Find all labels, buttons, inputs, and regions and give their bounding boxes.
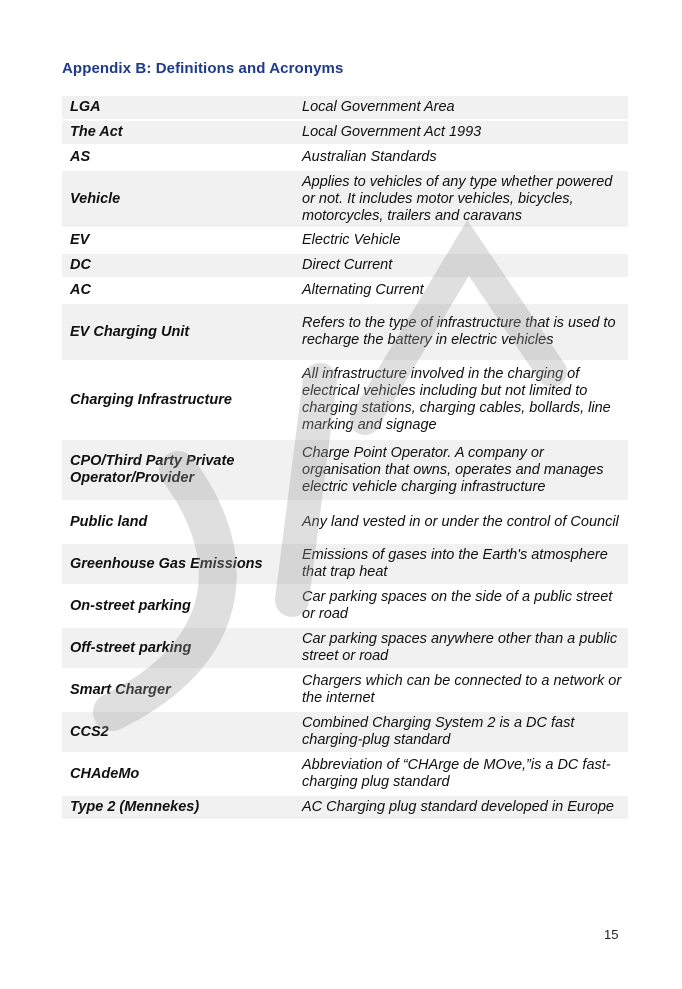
definition-term: AC bbox=[70, 282, 91, 298]
definitions-table bbox=[62, 96, 628, 821]
definition-row bbox=[62, 171, 628, 229]
definition-row bbox=[62, 586, 628, 628]
definition-row bbox=[62, 229, 628, 254]
definition-term: CCS2 bbox=[70, 723, 109, 740]
definition-description: Electric Vehicle bbox=[302, 232, 401, 248]
definition-description: Refers to the type of infrastructure that is used to recharge the battery in electric vehicles bbox=[302, 315, 616, 348]
definition-term: Vehicle bbox=[70, 190, 121, 207]
definition-row bbox=[62, 502, 628, 544]
definition-row bbox=[62, 304, 628, 362]
appendix-heading: Appendix B: Definitions and Acronyms bbox=[62, 60, 344, 77]
definition-term: Public land bbox=[70, 513, 148, 530]
definition-term: AS bbox=[70, 149, 91, 165]
definition-term: The Act bbox=[70, 124, 123, 140]
definition-description: Australian Standards bbox=[302, 149, 437, 165]
definition-term: Off-street parking bbox=[70, 639, 192, 656]
definition-row bbox=[62, 362, 628, 440]
definition-term: Greenhouse Gas Emissions bbox=[70, 555, 263, 572]
definition-row bbox=[62, 121, 628, 146]
definition-row bbox=[62, 712, 628, 754]
definition-row bbox=[62, 544, 628, 586]
definition-row bbox=[62, 254, 628, 279]
definition-description: Car parking spaces on the side of a public street or road bbox=[302, 589, 613, 622]
definition-row bbox=[62, 146, 628, 171]
definition-term: EV bbox=[70, 232, 90, 248]
definition-term: Smart Charger bbox=[70, 681, 171, 698]
definition-description: Abbreviation of “CHArge de MOve,”is a DC fast-charging plug standard bbox=[302, 757, 611, 790]
definition-description: Local Government Act 1993 bbox=[302, 124, 482, 140]
definition-description: Chargers which can be connected to a network or the internet bbox=[302, 673, 622, 706]
definition-row bbox=[62, 628, 628, 670]
definition-description: Charge Point Operator. A company or organisation that owns, operates and manages electric vehicle charging infrastructure bbox=[302, 444, 604, 495]
definition-description: AC Charging plug standard developed in Europe bbox=[302, 799, 614, 815]
definition-term: Charging Infrastructure bbox=[70, 391, 232, 408]
definition-description: Direct Current bbox=[302, 257, 393, 273]
definition-term: DC bbox=[70, 257, 91, 273]
definition-term: Type 2 (Mennekes) bbox=[70, 799, 200, 815]
definition-description: Local Government Area bbox=[302, 99, 455, 115]
definition-term: On-street parking bbox=[70, 597, 191, 614]
definition-term: CPO/Third Party Private Operator/Provider bbox=[70, 453, 235, 486]
definition-description: Any land vested in or under the control of Council bbox=[302, 513, 619, 530]
definition-description: Alternating Current bbox=[302, 282, 424, 298]
definition-row bbox=[62, 440, 628, 502]
definition-description: All infrastructure involved in the charging of electrical vehicles including but not limited to charging stations, charging cables, bollards, line marking and signage bbox=[302, 366, 611, 433]
definition-term: CHAdeMo bbox=[70, 765, 140, 782]
definition-description: Combined Charging System 2 is a DC fast charging-plug standard bbox=[302, 715, 575, 748]
definition-row bbox=[62, 96, 628, 121]
definition-description: Car parking spaces anywhere other than a public street or road bbox=[302, 631, 618, 664]
page-number: 15 bbox=[604, 927, 619, 942]
definition-row bbox=[62, 754, 628, 796]
definition-row bbox=[62, 279, 628, 304]
definition-description: Emissions of gases into the Earth's atmosphere that trap heat bbox=[302, 547, 608, 580]
definition-term: EV Charging Unit bbox=[70, 323, 190, 340]
definition-row bbox=[62, 670, 628, 712]
definition-description: Applies to vehicles of any type whether powered or not. It includes motor vehicles, bicycles, motorcycles, trailers and caravans bbox=[302, 173, 613, 224]
definition-row bbox=[62, 796, 628, 821]
definition-term: LGA bbox=[70, 99, 101, 115]
